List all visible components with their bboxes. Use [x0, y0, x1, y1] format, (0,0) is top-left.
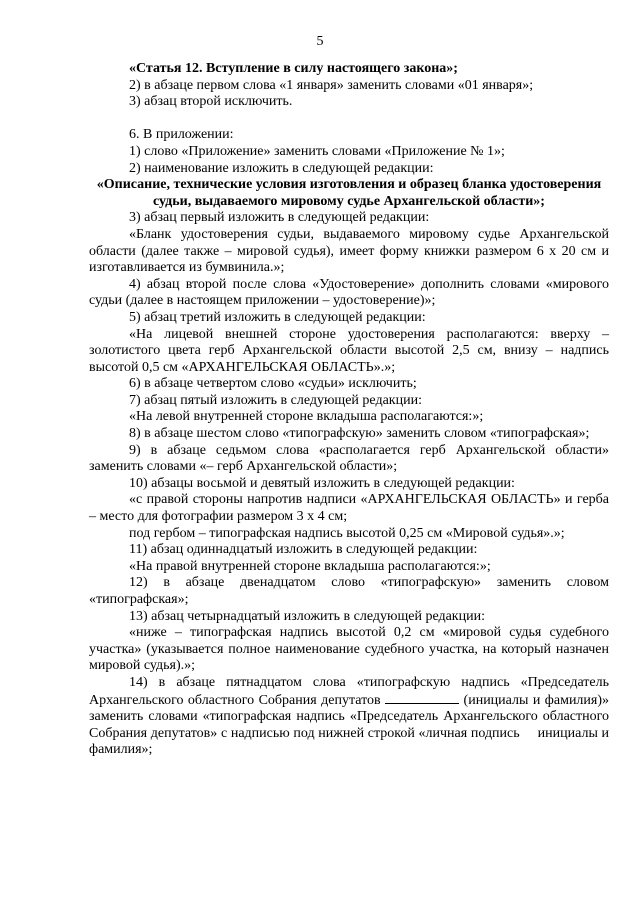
signature-blank-line	[385, 692, 459, 704]
document-body	[89, 61, 609, 759]
page-number: 5	[316, 34, 324, 49]
paragraph: 5) абзац третий изложить в следующей редакции:	[129, 309, 426, 325]
appendix-title: «Описание, технические условия изготовления и образец бланка удостоверения судьи, выдаваемого мировому судье Архангельской области»;	[96, 177, 602, 209]
paragraph: 4) абзац второй после слова «Удостоверение» дополнить словами «мирового судьи (далее в настоящем приложении – удостоверение)»;	[89, 276, 609, 309]
paragraph: «ниже – типографская надпись высотой 0,2 см «мировой судья судебного участка» (указывается полное наименование судебного участка, на который назначен мировой судья).»;	[89, 625, 609, 674]
paragraph: «На левой внутренней стороне вкладыша располагаются:»;	[129, 409, 484, 425]
paragraph-part: 14) в абзаце пятнадцатом слова «типографскую надпись «Председатель Архангельского областного Собрания депутатов	[89, 674, 609, 708]
paragraph: 8) в абзаце шестом слово «типографскую» заменить словом «типографская»;	[129, 426, 590, 442]
paragraph: 9) в абзаце седьмом слова «располагается герб Архангельской области» заменить словами «– герб Архангельской области»;	[89, 442, 609, 475]
paragraph: «На правой внутренней стороне вкладыша располагаются:»;	[129, 558, 491, 574]
paragraph: 3) абзац первый изложить в следующей редакции:	[129, 210, 430, 226]
paragraph	[89, 675, 609, 759]
paragraph: 3) абзац второй исключить.	[129, 94, 293, 110]
paragraph: 12) в абзаце двенадцатом слово «типографскую» заменить словом «типографская»;	[89, 575, 609, 607]
paragraph: под гербом – типографская надпись высотой 0,25 см «Мировой судья».»;	[129, 525, 565, 541]
paragraph: 2) наименование изложить в следующей редакции:	[129, 160, 434, 176]
paragraph: 2) в абзаце первом слова «1 января» заменить словами «01 января»;	[129, 77, 534, 93]
paragraph: «с правой стороны напротив надписи «АРХАНГЕЛЬСКАЯ ОБЛАСТЬ» и герба – место для фотографии размером 3 х 4 см;	[89, 492, 609, 525]
paragraph: 13) абзац четырнадцатый изложить в следующей редакции:	[129, 608, 485, 624]
paragraph: «На лицевой внешней стороне удостоверения располагаются: вверху – золотистого цвета герб Архангельской области высотой 2,5 см, внизу – надпись высотой 0,5 см «АРХАНГЕЛЬСКАЯ ОБЛАСТЬ».»;	[89, 326, 609, 375]
paragraph-part: инициалы и фамилия»;	[89, 725, 610, 758]
paragraph: 11) абзац одиннадцатый изложить в следующей редакции:	[129, 542, 478, 558]
spacer	[89, 111, 609, 128]
paragraph: «Бланк удостоверения судьи, выдаваемого мировому судье Архангельской области (далее также – мировой судья), имеет форму книжки размером 6 х 20 см и изготавливается из бумвинила.»;	[89, 226, 609, 276]
paragraph: 6. В приложении:	[129, 127, 234, 143]
paragraph: 7) абзац пятый изложить в следующей редакции:	[129, 392, 422, 408]
paragraph	[89, 61, 609, 78]
article-heading: «Статья 12. Вступление в силу настоящего закона»;	[129, 61, 458, 76]
paragraph: 10) абзацы восьмой и девятый изложить в следующей редакции:	[129, 475, 515, 491]
paragraph: 6) в абзаце четвертом слово «судьи» исключить;	[129, 376, 417, 392]
paragraph-part: (инициалы и фамилия)» заменить словами «типографская надпись «Председатель Архангельского областного Собрания депутатов» с надписью под нижней строкой «личная подпись	[89, 692, 610, 741]
paragraph: 1) слово «Приложение» заменить словами «Приложение № 1»;	[129, 143, 505, 159]
